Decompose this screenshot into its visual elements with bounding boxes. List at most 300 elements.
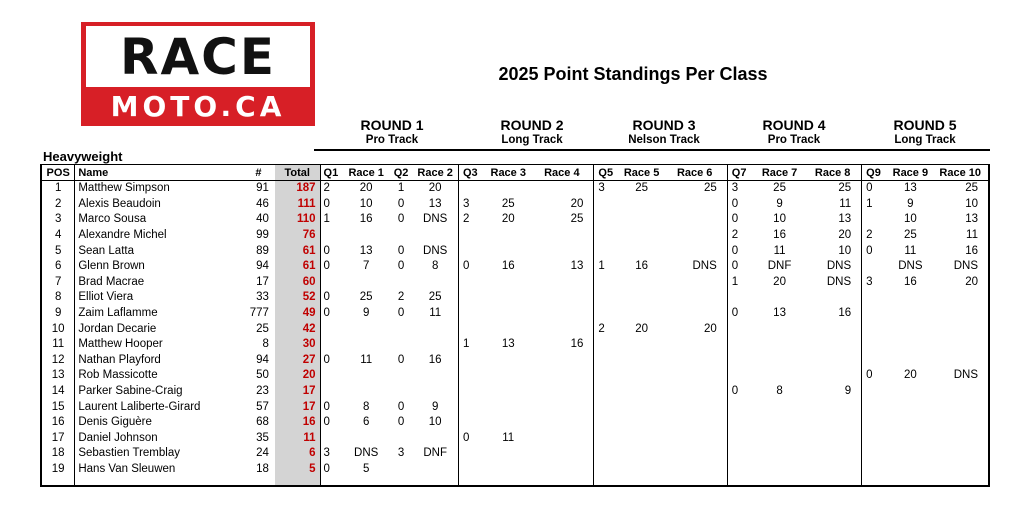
- bike-number-cell: 40: [256, 213, 269, 226]
- q2-cell: 0: [397, 353, 405, 366]
- race-2-cell: 11: [429, 307, 442, 320]
- table-header-row: [41, 165, 989, 181]
- race-9-cell: 11: [904, 244, 917, 257]
- bike-number-cell: 94: [256, 260, 269, 273]
- q9-cell: [862, 321, 889, 337]
- q5-cell: [594, 212, 621, 228]
- q1-cell: 0: [320, 306, 343, 322]
- table-row: [41, 181, 989, 197]
- race-1-cell: [343, 337, 390, 353]
- round-5-name: ROUND 5: [893, 117, 957, 133]
- q9-cell: [862, 353, 889, 369]
- race-9-cell: [888, 399, 932, 415]
- pos-cell: 5: [41, 243, 75, 259]
- race-4-cell: [530, 415, 594, 431]
- race-7-cell: [755, 446, 804, 462]
- q7-cell: [727, 415, 755, 431]
- race-8-cell: [804, 321, 861, 337]
- logo-bottom-panel: [81, 88, 315, 126]
- race-5-cell: [621, 275, 663, 291]
- total-points-cell: 20: [275, 368, 320, 384]
- q9-cell: [862, 259, 889, 275]
- round-2-name: ROUND 2: [500, 117, 564, 133]
- q3-cell: 3: [459, 197, 487, 213]
- q7-cell: 0: [727, 259, 755, 275]
- race-8-cell: [804, 399, 861, 415]
- race-10-cell: [932, 399, 989, 415]
- q2-cell: [390, 431, 413, 447]
- race-10-cell: [932, 384, 989, 400]
- q5-cell: [594, 275, 621, 291]
- spacer-cell: [412, 477, 458, 486]
- race-2-cell: DNS: [423, 244, 448, 257]
- q5-cell: [594, 399, 621, 415]
- race-7-cell: [755, 337, 804, 353]
- race-2-cell: [412, 384, 458, 400]
- spacer-cell: [621, 477, 663, 486]
- race-7-cell: [755, 415, 804, 431]
- race-3-cell: 11: [502, 431, 515, 444]
- race-7-cell: [755, 353, 804, 369]
- q5-cell: 3: [594, 181, 621, 197]
- race-10-cell: [932, 306, 989, 322]
- header-q1: Q1: [320, 165, 343, 181]
- race-6-cell: [663, 337, 728, 353]
- race-5-cell: [621, 462, 663, 478]
- q3-cell: [459, 462, 487, 478]
- race-10-cell: 13: [932, 212, 989, 228]
- q1-cell: 0: [320, 353, 343, 369]
- spacer-cell: [459, 477, 487, 486]
- q5-cell: [594, 415, 621, 431]
- q1-cell: 0: [320, 259, 343, 275]
- q7-cell: 0: [727, 212, 755, 228]
- race-6-cell: [663, 306, 728, 322]
- race-5-cell: [621, 197, 663, 213]
- q7-cell: [727, 368, 755, 384]
- race-4-cell: [530, 290, 594, 306]
- race-8-cell: 25: [838, 182, 852, 195]
- q7-cell: 0: [727, 197, 755, 213]
- q7-cell: [727, 353, 755, 369]
- q9-cell: 2: [862, 228, 889, 244]
- race-10-cell: DNS: [932, 368, 989, 384]
- race-8-cell: [804, 415, 861, 431]
- rider-name-cell: Denis Giguère: [75, 415, 242, 431]
- race-3-cell: 25: [501, 197, 515, 210]
- q7-cell: 3: [727, 181, 755, 197]
- header-race-7: Race 7: [755, 165, 804, 181]
- q2-cell: 0: [397, 197, 405, 210]
- race-10-cell: [932, 415, 989, 431]
- header-pos: POS: [41, 165, 75, 181]
- table-row: [41, 337, 989, 353]
- q3-cell: [459, 446, 487, 462]
- race-9-cell: [888, 290, 932, 306]
- q5-cell: [594, 290, 621, 306]
- race-3-cell: [486, 399, 530, 415]
- logo-text-motoca: MOTO.CA: [110, 90, 286, 123]
- round-4-header: [724, 117, 864, 148]
- pos-cell: 8: [41, 290, 75, 306]
- spacer-cell: [888, 477, 932, 486]
- race-5-cell: [621, 368, 663, 384]
- race-2-cell: [412, 228, 458, 244]
- q7-cell: 1: [727, 275, 755, 291]
- table-row: [41, 243, 989, 259]
- q3-cell: [459, 399, 487, 415]
- race-9-cell: 13: [903, 182, 917, 195]
- race-10-cell: [932, 321, 989, 337]
- q1-cell: [320, 384, 343, 400]
- q1-cell: [320, 368, 343, 384]
- q2-cell: [390, 384, 413, 400]
- race-6-cell: DNS: [692, 260, 717, 273]
- q9-cell: [862, 462, 889, 478]
- spacer-cell: [727, 477, 755, 486]
- race-4-cell: [530, 181, 594, 197]
- q7-cell: [727, 446, 755, 462]
- race-6-cell: [663, 212, 728, 228]
- q7-cell: 0: [727, 306, 755, 322]
- race-10-cell: [932, 462, 989, 478]
- table-row: [41, 462, 989, 478]
- bike-number-cell: 46: [256, 197, 269, 210]
- race-7-cell: 10: [773, 213, 786, 226]
- q1-cell: 0: [320, 290, 343, 306]
- table-row: [41, 384, 989, 400]
- round-5-header: [855, 117, 995, 148]
- q5-cell: [594, 353, 621, 369]
- bike-number-cell: 57: [256, 400, 269, 413]
- q1-cell: [320, 228, 343, 244]
- bike-number-cell: 68: [256, 416, 269, 429]
- total-points-cell: 52: [275, 290, 320, 306]
- race-5-cell: 25: [635, 182, 648, 195]
- q2-cell: [390, 275, 413, 291]
- race-6-cell: [663, 290, 728, 306]
- bike-number-cell: 8: [262, 338, 269, 351]
- race-8-cell: 10: [838, 244, 852, 257]
- race-6-cell: 25: [703, 182, 717, 195]
- total-points-cell: 6: [275, 446, 320, 462]
- race-9-cell: 20: [903, 369, 917, 382]
- page-title: 2025 Point Standings Per Class: [498, 64, 768, 84]
- q3-cell: [459, 415, 487, 431]
- race-10-cell: 25: [932, 181, 989, 197]
- race-8-cell: 11: [839, 197, 852, 210]
- race-5-cell: 20: [635, 322, 648, 335]
- standings-table: [40, 164, 990, 487]
- total-points-cell: 17: [275, 399, 320, 415]
- header-q2: Q2: [390, 165, 413, 181]
- header-total: Total: [275, 165, 320, 181]
- race-2-cell: 10: [428, 416, 442, 429]
- race-2-cell: [412, 462, 458, 478]
- race-3-cell: [486, 353, 530, 369]
- race-9-cell: [888, 353, 932, 369]
- rider-name-cell: Parker Sabine-Craig: [75, 384, 242, 400]
- round-1-name: ROUND 1: [360, 117, 424, 133]
- race-8-cell: [804, 446, 861, 462]
- race-8-cell: [804, 462, 861, 478]
- race-5-cell: [621, 212, 663, 228]
- rider-name-cell: Glenn Brown: [75, 259, 242, 275]
- pos-cell: 10: [41, 321, 75, 337]
- q1-cell: [320, 275, 343, 291]
- race-10-cell: 16: [932, 243, 989, 259]
- race-9-cell: [888, 446, 932, 462]
- pos-cell: 11: [41, 337, 75, 353]
- round-5-track: Long Track: [894, 133, 956, 146]
- q9-cell: [862, 399, 889, 415]
- spacer-cell: [41, 477, 75, 486]
- header-race-6: Race 6: [663, 165, 728, 181]
- q3-cell: 1: [459, 337, 487, 353]
- pos-cell: 18: [41, 446, 75, 462]
- race-6-cell: [663, 368, 728, 384]
- pos-cell: 2: [41, 197, 75, 213]
- bike-number-cell: 24: [256, 447, 269, 460]
- header-race-1: Race 1: [343, 165, 390, 181]
- race-6-cell: [663, 415, 728, 431]
- header-number: #: [242, 165, 275, 181]
- race-4-cell: [530, 446, 594, 462]
- q3-cell: [459, 228, 487, 244]
- race-7-cell: [755, 368, 804, 384]
- q5-cell: [594, 431, 621, 447]
- race-1-cell: 5: [362, 462, 370, 475]
- race-1-cell: [343, 431, 390, 447]
- q3-cell: [459, 181, 487, 197]
- race-9-cell: 10: [903, 213, 917, 226]
- pos-cell: 13: [41, 368, 75, 384]
- header-name: Name: [75, 165, 242, 181]
- q5-cell: 2: [594, 321, 621, 337]
- q1-cell: 1: [320, 212, 343, 228]
- q2-cell: [390, 337, 413, 353]
- header-q3: Q3: [459, 165, 487, 181]
- pos-cell: 17: [41, 431, 75, 447]
- race-7-cell: DNF: [767, 260, 792, 273]
- race-9-cell: [888, 415, 932, 431]
- q3-cell: [459, 321, 487, 337]
- race-1-cell: [343, 321, 390, 337]
- q9-cell: [862, 431, 889, 447]
- total-points-cell: 110: [275, 212, 320, 228]
- pos-cell: 9: [41, 306, 75, 322]
- round-3-track: Nelson Track: [628, 133, 700, 146]
- q5-cell: [594, 384, 621, 400]
- q3-cell: 0: [459, 431, 487, 447]
- race-7-cell: 25: [773, 182, 786, 195]
- q7-cell: [727, 399, 755, 415]
- bike-number-cell: 94: [256, 353, 269, 366]
- race-1-cell: 10: [359, 197, 373, 210]
- race-1-cell: 6: [362, 416, 370, 429]
- header-race-2: Race 2: [412, 165, 458, 181]
- race-9-cell: [888, 431, 932, 447]
- race-5-cell: [621, 337, 663, 353]
- race-7-cell: 13: [773, 307, 786, 320]
- race-10-cell: 10: [932, 197, 989, 213]
- race-1-cell: 25: [359, 291, 373, 304]
- race-4-cell: [530, 243, 594, 259]
- q9-cell: [862, 446, 889, 462]
- pos-cell: 3: [41, 212, 75, 228]
- race-3-cell: [486, 306, 530, 322]
- standings-body: [41, 181, 989, 487]
- race-2-cell: 16: [428, 353, 442, 366]
- race-2-cell: [412, 275, 458, 291]
- bike-number-cell: 18: [256, 462, 269, 475]
- race-6-cell: [663, 243, 728, 259]
- spacer-cell: [663, 477, 728, 486]
- race-7-cell: [755, 431, 804, 447]
- race-6-cell: [663, 197, 728, 213]
- header-q5: Q5: [594, 165, 621, 181]
- logo-top-panel: [86, 26, 310, 87]
- race-3-cell: [486, 181, 530, 197]
- q7-cell: [727, 337, 755, 353]
- header-race-4: Race 4: [530, 165, 594, 181]
- q3-cell: [459, 384, 487, 400]
- table-row: [41, 306, 989, 322]
- table-row: [41, 368, 989, 384]
- race-3-cell: [486, 228, 530, 244]
- q5-cell: 1: [594, 259, 621, 275]
- q1-cell: 0: [320, 462, 343, 478]
- header-race-9: Race 9: [888, 165, 932, 181]
- race-10-cell: [932, 353, 989, 369]
- bike-number-cell: 25: [256, 322, 269, 335]
- race-10-cell: [932, 290, 989, 306]
- race-6-cell: [663, 353, 728, 369]
- pos-cell: 14: [41, 384, 75, 400]
- q1-cell: 3: [320, 446, 343, 462]
- header-race-10: Race 10: [932, 165, 989, 181]
- table-row: [41, 321, 989, 337]
- race-9-cell: 25: [903, 229, 917, 242]
- race-1-cell: 9: [362, 307, 370, 320]
- q3-cell: [459, 290, 487, 306]
- spacer-cell: [390, 477, 413, 486]
- race-2-cell: [412, 337, 458, 353]
- spacer-cell: [932, 477, 989, 486]
- race-8-cell: 13: [838, 213, 852, 226]
- race-4-cell: 16: [570, 338, 584, 351]
- race-1-cell: 8: [362, 400, 370, 413]
- spacer-cell: [804, 477, 861, 486]
- q7-cell: 2: [727, 228, 755, 244]
- spacer-cell: [320, 477, 343, 486]
- q7-cell: [727, 290, 755, 306]
- q7-cell: [727, 462, 755, 478]
- pos-cell: 12: [41, 353, 75, 369]
- race-2-cell: 13: [428, 197, 442, 210]
- q2-cell: 0: [397, 416, 405, 429]
- race-6-cell: [663, 462, 728, 478]
- race-5-cell: [621, 415, 663, 431]
- class-title: Heavyweight: [43, 149, 123, 164]
- race-2-cell: DNF: [423, 447, 447, 460]
- race-10-cell: [932, 431, 989, 447]
- spacer-cell: [275, 477, 320, 486]
- race-7-cell: [755, 399, 804, 415]
- race-1-cell: [343, 275, 390, 291]
- race-3-cell: [486, 462, 530, 478]
- q9-cell: [862, 306, 889, 322]
- race-8-cell: 16: [838, 307, 852, 320]
- table-row: [41, 228, 989, 244]
- bike-number-cell: 35: [256, 431, 269, 444]
- spacer-cell: [343, 477, 390, 486]
- pos-cell: 7: [41, 275, 75, 291]
- race-2-cell: [412, 321, 458, 337]
- table-row: [41, 353, 989, 369]
- bike-number-cell: 33: [256, 291, 269, 304]
- q5-cell: [594, 306, 621, 322]
- spacer-cell: [755, 477, 804, 486]
- race-2-cell: 20: [428, 182, 442, 195]
- pos-cell: 16: [41, 415, 75, 431]
- race-1-cell: 11: [360, 353, 373, 366]
- race-8-cell: 9: [844, 385, 852, 398]
- total-points-cell: 60: [275, 275, 320, 291]
- q3-cell: 0: [459, 259, 487, 275]
- header-q9: Q9: [862, 165, 889, 181]
- q2-cell: [390, 228, 413, 244]
- pos-cell: 19: [41, 462, 75, 478]
- bike-number-cell: 89: [256, 244, 269, 257]
- race-3-cell: [486, 415, 530, 431]
- rider-name-cell: Marco Sousa: [75, 212, 242, 228]
- q1-cell: 0: [320, 197, 343, 213]
- pos-cell: 15: [41, 399, 75, 415]
- race-2-cell: [412, 368, 458, 384]
- total-points-cell: 27: [275, 353, 320, 369]
- rider-name-cell: Nathan Playford: [75, 353, 242, 369]
- round-header-divider: [314, 149, 990, 151]
- spacer-cell: [242, 477, 275, 486]
- q2-cell: 0: [397, 213, 405, 226]
- round-2-track: Long Track: [501, 133, 563, 146]
- table-row: [41, 399, 989, 415]
- race-1-cell: 20: [359, 182, 373, 195]
- q1-cell: [320, 431, 343, 447]
- race-5-cell: [621, 243, 663, 259]
- round-1-header: [322, 117, 462, 148]
- race-4-cell: [530, 306, 594, 322]
- race-9-cell: [888, 462, 932, 478]
- race-7-cell: 8: [776, 385, 783, 398]
- spacer-cell: [594, 477, 621, 486]
- round-4-track: Pro Track: [767, 133, 821, 146]
- q5-cell: [594, 368, 621, 384]
- race-4-cell: [530, 368, 594, 384]
- spacer-cell: [862, 477, 889, 486]
- q2-cell: [390, 462, 413, 478]
- q1-cell: 0: [320, 415, 343, 431]
- q9-cell: [862, 290, 889, 306]
- table-row: [41, 197, 989, 213]
- q9-cell: 0: [862, 243, 889, 259]
- header-race-8: Race 8: [804, 165, 861, 181]
- race-4-cell: [530, 321, 594, 337]
- q1-cell: [320, 337, 343, 353]
- race-4-cell: [530, 353, 594, 369]
- bike-number-cell: 91: [256, 182, 269, 195]
